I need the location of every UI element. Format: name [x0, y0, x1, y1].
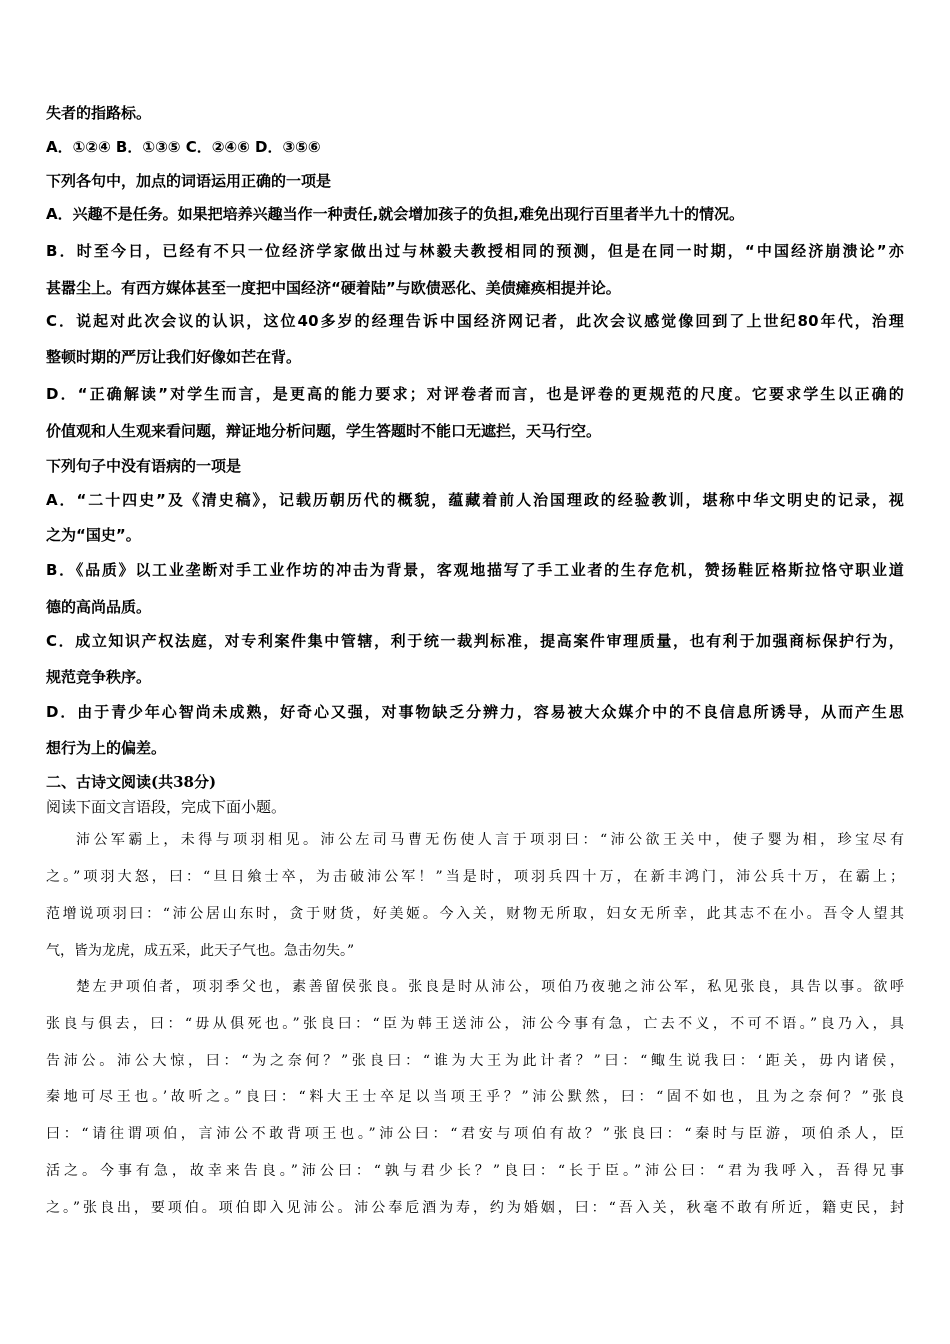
word-option-d-line1: D．“正确解读”对学生而言，是更高的能力要求；对评卷者而言，也是评卷的更规范的尺度。它要求学生以正确的 [46, 385, 904, 403]
word-option-a: A．兴趣不是任务。如果把培养兴趣当作一种责任,就会增加孩子的负担,难免出现行百里者半九十的情况。 [46, 205, 745, 223]
passage-p2-line3: 告沛公。沛公大惊，曰：“为之奈何？”张良曰：“谁为大王为此计者？”曰：“鲰生说我曰：‘距关，毋内诸侯， [46, 1053, 904, 1069]
sentence-option-b-line2: 德的高尚品质。 [46, 598, 152, 616]
sentence-option-b-line1: B．《品质》以工业垄断对手工业作坊的冲击为背景，客观地描写了手工业者的生存危机，赞扬鞋匠格斯拉恪守职业道 [46, 561, 904, 579]
word-option-b-line2: 甚嚣尘上。有西方媒体甚至一度把中国经济“硬着陆”与欧债恶化、美债瘫痪相提并论。 [46, 279, 621, 297]
section-heading: 二、古诗文阅读(共38分) [46, 773, 217, 791]
section-intro: 阅读下面文言语段，完成下面小题。 [46, 798, 287, 816]
passage-p2-line1: 楚左尹项伯者，项羽季父也，素善留侯张良。张良是时从沛公，项伯乃夜驰之沛公军，私见张良，具告以事。欲呼 [76, 979, 904, 995]
prev-question-options: A．①②④ B．①③⑤ C．②④⑥ D．③⑤⑥ [46, 138, 321, 156]
sentence-option-c-line1: C．成立知识产权法庭，对专利案件集中管辖，利于统一裁判标准，提高案件审理质量，也有利于加强商标保护行为， [46, 632, 904, 650]
passage-p1-line3: 范增说项羽曰：“沛公居山东时，贪于财货，好美姬。今入关，财物无所取，妇女无所幸，此其志不在小。吾令人望其 [46, 906, 904, 922]
word-option-d-line2: 价值观和人生观来看问题，辩证地分析问题，学生答题时不能口无遮拦，天马行空。 [46, 422, 602, 440]
passage-p2-line6: 活之。今事有急，故幸来告良。”沛公曰：“孰与君少长？”良曰：“长于臣。”沛公曰：“君为我呼入，吾得兄事 [46, 1163, 904, 1179]
passage-p2-line4: 秦地可尽王也。’故听之。”良曰：“料大王士卒足以当项王乎？”沛公默然，曰：“固不如也，且为之奈何？”张良 [46, 1089, 904, 1105]
sentence-option-a-line1: A．“二十四史”及《清史稿》，记载历朝历代的概貌，蕴藏着前人治国理政的经验教训，堪称中华文明史的记录，视 [46, 491, 904, 509]
word-question-stem: 下列各句中，加点的词语运用正确的一项是 [46, 172, 332, 190]
sentence-option-d-line2: 想行为上的偏差。 [46, 739, 167, 757]
word-option-b-line1: B．时至今日，已经有不只一位经济学家做出过与林毅夫教授相同的预测，但是在同一时期，“中国经济崩溃论”亦 [46, 242, 904, 260]
passage-p1-line4: 气，皆为龙虎，成五采，此天子气也。急击勿失。” [46, 943, 355, 959]
passage-p1-line1: 沛公军霸上，未得与项羽相见。沛公左司马曹无伤使人言于项羽曰：“沛公欲王关中，使子婴为相，珍宝尽有 [76, 832, 904, 848]
passage-p2-line5: 曰：“请往谓项伯，言沛公不敢背项王也。”沛公曰：“君安与项伯有故？”张良曰：“秦时与臣游，项伯杀人，臣 [46, 1126, 904, 1142]
sentence-question-stem: 下列句子中没有语病的一项是 [46, 457, 242, 475]
sentence-option-c-line2: 规范竞争秩序。 [46, 668, 152, 686]
sentence-option-d-line1: D．由于青少年心智尚未成熟，好奇心又强，对事物缺乏分辨力，容易被大众媒介中的不良信息所诱导，从而产生思 [46, 703, 904, 721]
prev-question-tail: 失者的指路标。 [46, 104, 152, 122]
sentence-option-a-line2: 之为“国史”。 [46, 526, 141, 544]
passage-p1-line2: 之。”项羽大怒，曰：“旦日飨士卒，为击破沛公军！”当是时，项羽兵四十万，在新丰鸿门，沛公兵十万，在霸上； [46, 869, 904, 885]
word-option-c-line2: 整顿时期的严厉让我们好像如芒在背。 [46, 348, 302, 366]
passage-p2-line7: 之。”张良出，要项伯。项伯即入见沛公。沛公奉卮酒为寿，约为婚姻，曰：“吾入关，秋毫不敢有所近，籍吏民，封 [46, 1200, 904, 1216]
word-option-c-line1: C．说起对此次会议的认识，这位40多岁的经理告诉中国经济网记者，此次会议感觉像回到了上世纪80年代，治理 [46, 312, 904, 330]
passage-p2-line2: 张良与俱去，曰：“毋从俱死也。”张良曰：“臣为韩王送沛公，沛公今事有急，亡去不义，不可不语。”良乃入，具 [46, 1016, 904, 1032]
